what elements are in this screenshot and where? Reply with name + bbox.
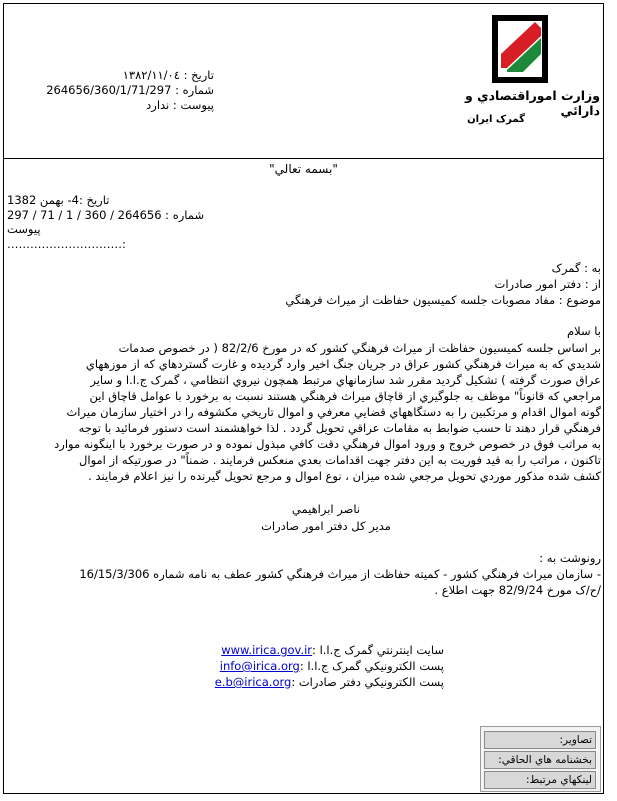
related-links-button[interactable]: لينکهاي مرتبط:: [484, 771, 596, 789]
cc-line: /ح/ک مورخ 82/9/24 جهت اطلاع .: [434, 583, 601, 597]
body-line: کشف شده مذکور موردي تحويل مرجعي شده ميزان ، نوع اموال و مرجع تحويل گيرنده را نيز اعلام فرمايند .: [88, 469, 601, 483]
body-line: شديدي که به ميراث فرهنگي کشور عراق در جريان جنگ اخير وارد گرديده و غارت گستردهاي که از موزههاي: [85, 357, 601, 371]
customs-name: گمرک ايران: [467, 114, 525, 125]
body-line: گونه اموال اقدام و مرتکبين را به دستگاههاي قضايي معرفي و اموال تاريخي مکشوفه را در اختيار سازمان ميراث: [66, 405, 601, 419]
cc-block: [12, 550, 601, 598]
body-line: عراق صورت گرفته ) تشکيل گرديد مقرر شد سازمانهاي مرتبط همچون نيروي انتظامي ، گمرک ج.ا.ا و ساير: [90, 373, 601, 387]
contact-label: پست الکترونيکي دفتر صادرات :: [291, 675, 444, 689]
header-reference: [24, 68, 214, 113]
contact-label: پست الکترونيکي گمرک ج.ا.ا :: [299, 659, 444, 673]
body-line: تاکنون ، مراتب را به قيد فوريت به اين دفتر جهت اقدامات بعدي منعکس فرمايند . ضمناً" در صورتيکه از اموال: [79, 453, 601, 467]
body-line: فرهنگي قرار دهند تا حسب ضوابط به مقامات عراقي تحويل گردد . لذا خواهشمند است دستور فرمائيد با توجه: [78, 421, 601, 435]
signer-title: مدير کل دفتر امور صادرات: [261, 519, 391, 533]
document-page: [3, 3, 604, 794]
bismillah: "بسمه تعالي": [269, 162, 338, 176]
letter-body: [12, 340, 601, 484]
customs-logo-icon: [491, 14, 549, 84]
letter-to: به : گمرک: [551, 261, 601, 275]
contact-row-email: [174, 658, 444, 674]
contact-row-export-email: [174, 674, 444, 690]
export-email-link[interactable]: e.b@irica.org: [214, 675, 292, 689]
letter-number: شماره : 264656 / 360 / 1 / 71 / 297: [7, 207, 205, 222]
images-button[interactable]: تصاوير:: [484, 731, 596, 749]
letter-dots: …………………………:: [7, 236, 126, 251]
letterhead: [4, 4, 603, 159]
website-link[interactable]: www.irica.gov.ir: [221, 643, 313, 657]
letter-date: تاريخ :4- بهمن 1382: [7, 193, 110, 207]
body-line: مراجعي که قانوناً" موظف به جلوگيري از قاچاق ميراث فرهنگي هستند نسبت به برخورد با عوامل قاچاق اين: [89, 389, 601, 403]
body-line: بر اساس جلسه کميسيون حفاظت از ميراث فرهنگي کشور که در مورخ 82/2/6 ( در خصوص صدمات: [118, 341, 601, 355]
contact-info: [174, 642, 444, 690]
attachments-panel: [480, 726, 601, 792]
letter-attachment: پيوست: [7, 222, 41, 236]
header-attachment: پيوست : ندارد: [146, 98, 214, 112]
ministry-name: وزارت اموراقتصادي و دارائي: [465, 88, 600, 118]
contact-label: سايت اينترنتي گمرک ج.ا.ا :: [312, 643, 444, 657]
contact-row-website: [174, 642, 444, 658]
email-link[interactable]: info@irica.org: [219, 659, 300, 673]
body-line: به مراتب فوق در خصوص خروج و ورود اموال فرهنگي دقت کافي مبذول نموده و در صورت برخورد با اينگونه موارد: [54, 437, 601, 451]
letter-from: از : دفتر امور صادرات: [494, 277, 601, 291]
header-date: تاريخ : ١٣٨٢/١١/٠٤: [122, 68, 214, 82]
cc-title: رونوشت به :: [539, 551, 601, 565]
letter-subject: موضوع : مفاد مصوبات جلسه کميسيون حفاظت از ميراث فرهنگي: [285, 293, 601, 307]
related-circulars-button[interactable]: بخشنامه هاي الحاقي:: [484, 751, 596, 769]
greeting: با سلام: [567, 324, 601, 338]
signature-block: [236, 501, 416, 535]
letter-reference: [7, 193, 287, 251]
letter-meta: [154, 260, 601, 308]
cc-line: - سازمان ميراث فرهنگي کشور - کميته حفاظت از ميراث فرهنگي کشور عطف به نامه شماره 16/15/3/306: [79, 567, 601, 581]
header-number: شماره : 264656/360/1/71/297: [46, 83, 214, 97]
signer-name: ناصر ابراهيمي: [291, 502, 361, 516]
